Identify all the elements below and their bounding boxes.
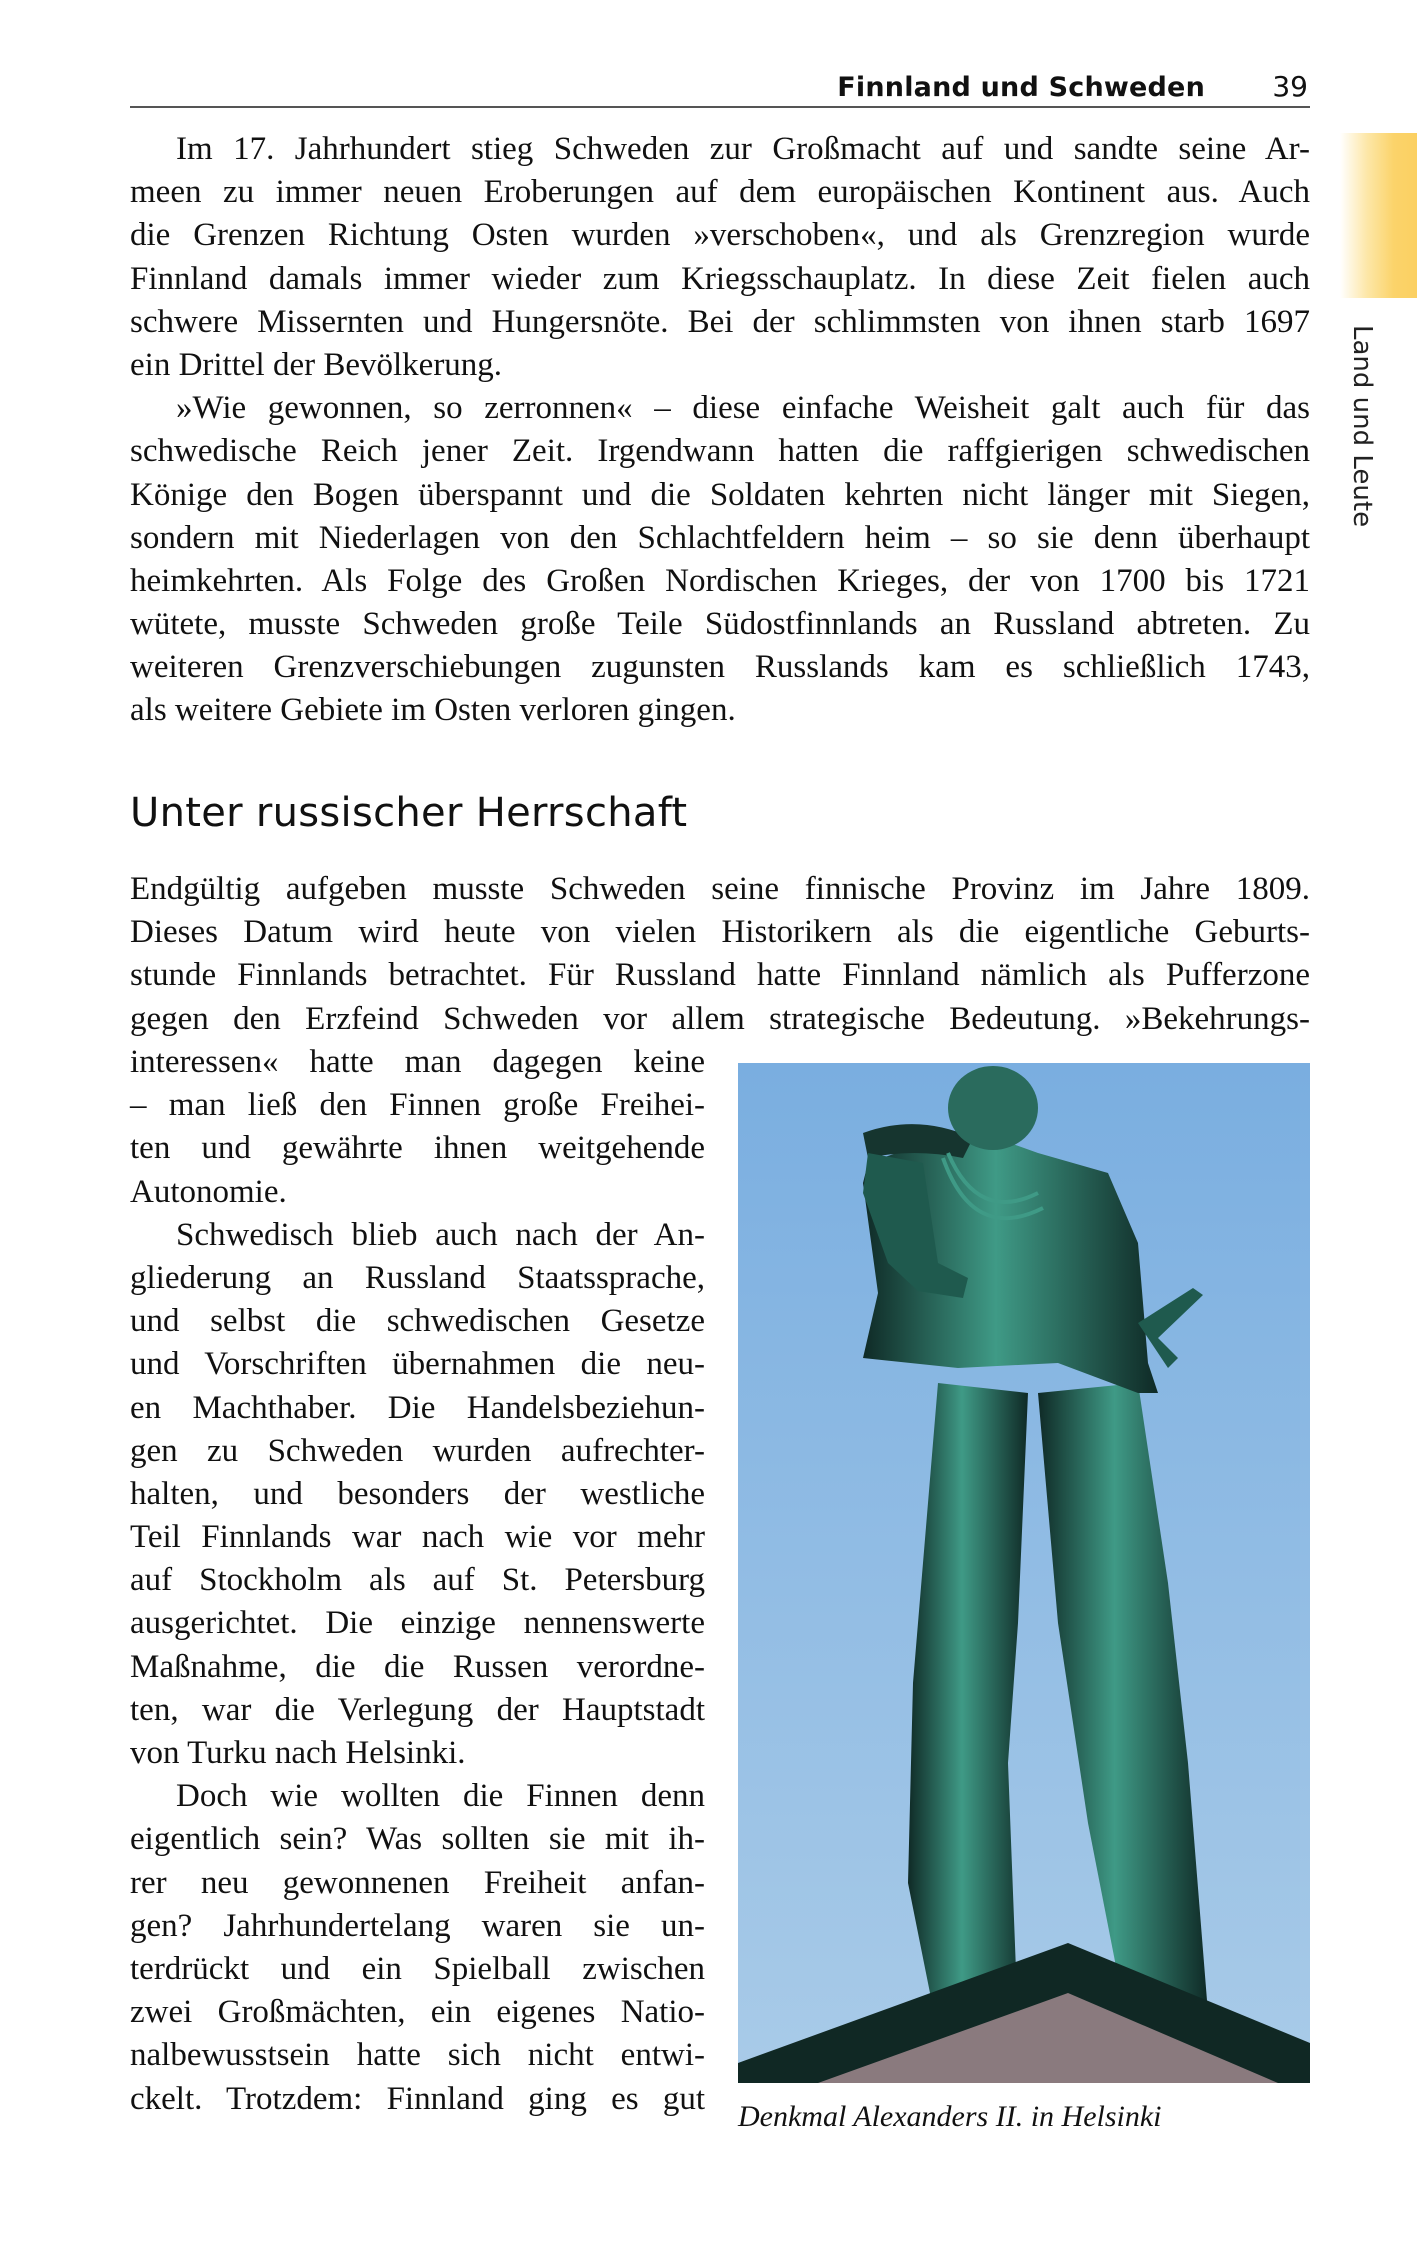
side-section-label-text: Land und Leute	[1347, 325, 1377, 528]
paragraph	[130, 387, 1310, 733]
statue-photo	[738, 1063, 1310, 2083]
text-line: und Vorschriften übernahmen die neu-	[130, 1346, 705, 1383]
chapter-title: Finnland und Schweden	[837, 72, 1205, 103]
paragraph	[130, 1041, 705, 1214]
text-line: gliederung an Russland Staatssprache,	[130, 1259, 705, 1296]
text-line: interessen« hatte man dagegen keine	[130, 1044, 705, 1080]
text-line: als weitere Gebiete im Osten verloren gingen.	[130, 692, 736, 729]
section-intro-text	[130, 868, 1310, 1041]
text-line: Dieses Datum wird heute von vielen Historikern als die eigentliche Geburts-	[130, 914, 1310, 951]
text-line: Schwedisch blieb auch nach der An-	[176, 1216, 705, 1253]
text-line: nalbewusstsein hatte sich nicht entwi-	[130, 2037, 705, 2074]
text-line: Im 17. Jahrhundert stieg Schweden zur Großmacht auf und sandte seine Ar-	[176, 131, 1310, 167]
intro-text	[130, 128, 1310, 733]
text-line: terdrückt und ein Spielball zwischen	[130, 1950, 705, 1987]
paragraph	[130, 1214, 705, 1775]
paragraph	[130, 868, 1310, 1041]
statue-illustration	[738, 1063, 1310, 2083]
text-line: Doch wie wollten die Finnen denn	[176, 1778, 705, 1815]
column-text	[130, 1041, 705, 2121]
text-line: heimkehrten. Als Folge des Großen Nordischen Krieges, der von 1700 bis 1721	[130, 562, 1310, 599]
text-line: schwere Missernten und Hungersnöte. Bei der schlimmsten von ihnen starb 1697	[130, 303, 1310, 340]
text-line: Könige den Bogen überspannt und die Soldaten kehrten nicht länger mit Siegen,	[130, 476, 1310, 513]
text-line: Finnland damals immer wieder zum Kriegsschauplatz. In diese Zeit fielen auch	[130, 260, 1310, 297]
text-line: gegen den Erzfeind Schweden vor allem strategische Bedeutung. »Bekehrungs-	[130, 1000, 1310, 1037]
side-section-label	[1347, 325, 1387, 565]
text-line: schwedische Reich jener Zeit. Irgendwann hatten die raffgierigen schwedischen	[130, 433, 1310, 470]
text-line: und selbst die schwedischen Gesetze	[130, 1303, 705, 1340]
text-line: – man ließ den Finnen große Freihei-	[130, 1087, 705, 1124]
text-line: Endgültig aufgeben musste Schweden seine finnische Provinz im Jahre 1809.	[130, 871, 1310, 907]
text-line: gen? Jahrhundertelang waren sie un-	[130, 1907, 705, 1944]
photo-caption: Denkmal Alexanders II. in Helsinki	[738, 2100, 1162, 2133]
text-line: auf Stockholm als auf St. Petersburg	[130, 1562, 705, 1599]
text-line: eigentlich sein? Was sollten sie mit ih-	[130, 1821, 705, 1858]
paragraph	[130, 1775, 705, 2121]
statue-head	[948, 1066, 1038, 1150]
text-line: stunde Finnlands betrachtet. Für Russland hatte Finnland nämlich als Pufferzone	[130, 957, 1310, 994]
text-line: »Wie gewonnen, so zerronnen« – diese einfache Weisheit galt auch für das	[176, 390, 1310, 427]
text-line: en Machthaber. Die Handelsbeziehun-	[130, 1389, 705, 1426]
text-line: weiteren Grenzverschiebungen zugunsten Russlands kam es schließlich 1743,	[130, 649, 1310, 686]
text-line: ten und gewährte ihnen weitgehende	[130, 1130, 705, 1167]
text-line: ten, war die Verlegung der Hauptstadt	[130, 1691, 705, 1728]
text-line: ein Drittel der Bevölkerung.	[130, 346, 503, 383]
text-line: zwei Großmächten, ein eigenes Natio-	[130, 1994, 705, 2031]
text-line: Maßnahme, die die Russen verordne-	[130, 1648, 705, 1685]
text-line: sondern mit Niederlagen von den Schlachtfeldern heim – so sie denn überhaupt	[130, 519, 1310, 556]
text-line: meen zu immer neuen Eroberungen auf dem europäischen Kontinent aus. Auch	[130, 174, 1310, 211]
text-line: ausgerichtet. Die einzige nennenswerte	[130, 1605, 705, 1642]
text-line: ckelt. Trotzdem: Finnland ging es gut	[130, 2080, 705, 2117]
text-line: rer neu gewonnenen Freiheit anfan-	[130, 1864, 705, 1901]
text-line: gen zu Schweden wurden aufrechter-	[130, 1432, 705, 1469]
text-line: die Grenzen Richtung Osten wurden »verschoben«, und als Grenzregion wurde	[130, 217, 1310, 254]
text-line: von Turku nach Helsinki.	[130, 1735, 466, 1771]
text-line: wütete, musste Schweden große Teile Südostfinnlands an Russland abtreten. Zu	[130, 606, 1310, 643]
text-line: Teil Finnlands war nach wie vor mehr	[130, 1519, 705, 1556]
text-line: halten, und besonders der westliche	[130, 1475, 705, 1512]
page-number: 39	[1272, 70, 1308, 103]
section-heading: Unter russischer Herrschaft	[130, 790, 688, 836]
paragraph	[130, 128, 1310, 387]
text-line: Autonomie.	[130, 1173, 287, 1210]
section-thumb-tab	[1340, 133, 1417, 298]
running-header	[130, 70, 1310, 108]
